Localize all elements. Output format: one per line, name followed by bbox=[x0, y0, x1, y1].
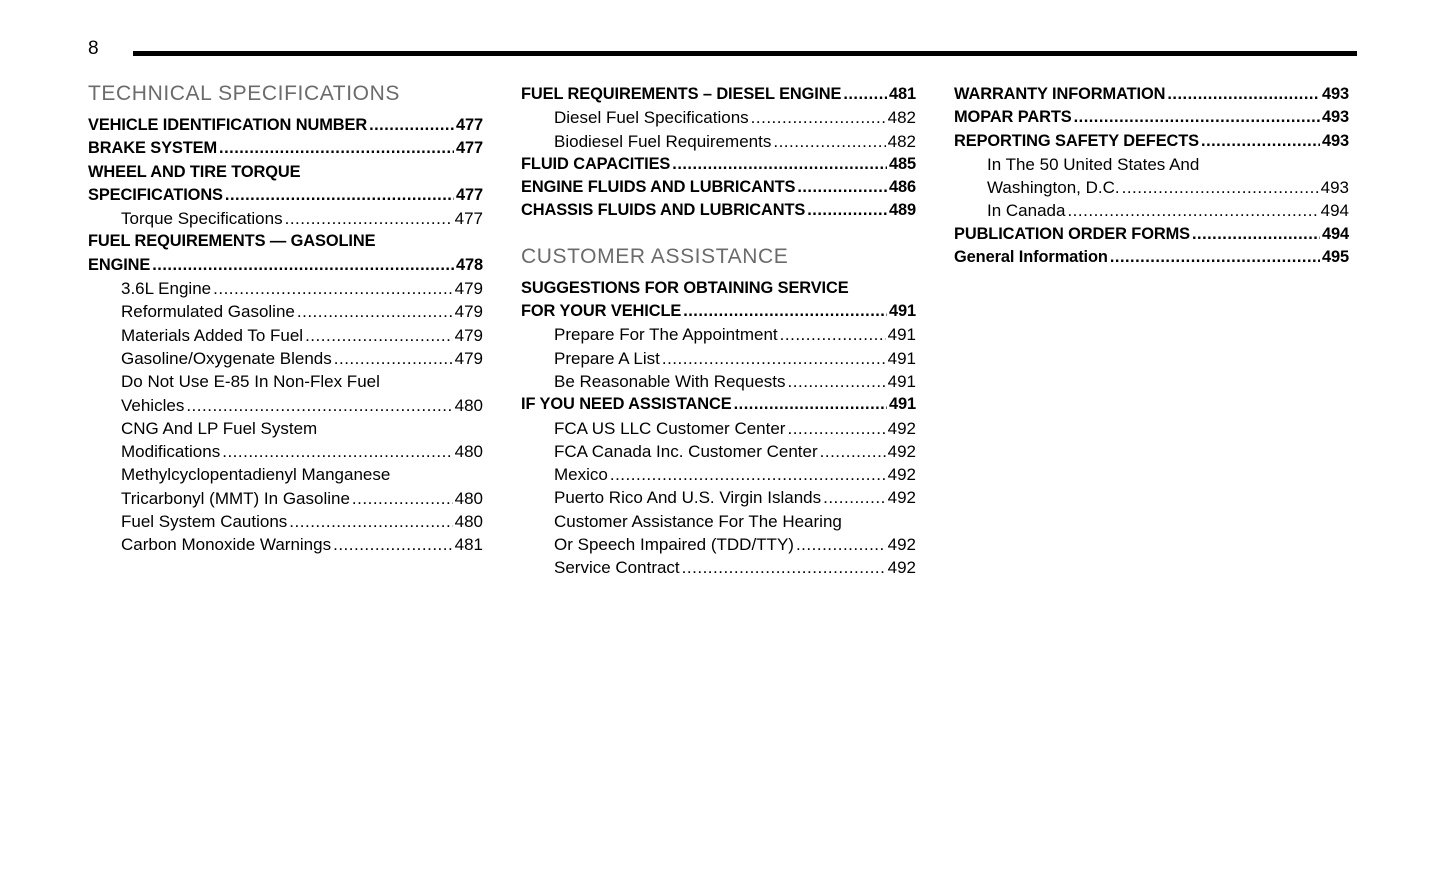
toc-entry-page: 492 bbox=[887, 418, 916, 438]
toc-entry-title: WARRANTY INFORMATION bbox=[954, 85, 1166, 103]
dot-leader bbox=[297, 300, 453, 323]
toc-entry-page: 479 bbox=[454, 279, 483, 299]
section-heading: CUSTOMER ASSISTANCE bbox=[521, 244, 789, 268]
section-heading: TECHNICAL SPECIFICATIONS bbox=[88, 82, 400, 105]
toc-entry-title: ENGINE FLUIDS AND LUBRICANTS bbox=[521, 178, 796, 197]
toc-entry-page: 492 bbox=[887, 488, 916, 508]
toc-entry[interactable] bbox=[521, 393, 916, 416]
toc-entry-page: 486 bbox=[888, 178, 916, 197]
dot-leader bbox=[662, 347, 886, 370]
toc-entry[interactable] bbox=[521, 510, 916, 557]
dot-leader bbox=[796, 533, 886, 556]
dot-leader bbox=[369, 114, 454, 137]
page-number: 8 bbox=[88, 38, 99, 59]
toc-entry-title: 3.6L Engine bbox=[121, 279, 212, 299]
toc-entry-title: Be Reasonable With Requests bbox=[554, 371, 786, 391]
toc-entry[interactable] bbox=[954, 199, 1349, 222]
toc-entry[interactable] bbox=[88, 277, 483, 300]
toc-entry-page: 477 bbox=[454, 209, 483, 229]
dot-leader bbox=[1122, 176, 1319, 199]
toc-entry-page: 477 bbox=[455, 139, 483, 158]
toc-entry-page: 491 bbox=[887, 325, 916, 345]
dot-leader bbox=[610, 463, 886, 486]
toc-entry-title: Reformulated Gasoline bbox=[121, 302, 295, 322]
toc-entry[interactable] bbox=[521, 347, 916, 370]
toc-entry[interactable] bbox=[88, 463, 483, 510]
toc-entry[interactable] bbox=[88, 347, 483, 370]
toc-entry-title: Materials Added To Fuel bbox=[121, 325, 304, 345]
dot-leader bbox=[734, 393, 887, 416]
toc-entry-title-line: WHEEL AND TIRE TORQUE bbox=[88, 162, 301, 181]
toc-entry-title-line: In The 50 United States And bbox=[987, 154, 1200, 174]
toc-entry-title: PUBLICATION ORDER FORMS bbox=[954, 224, 1190, 243]
dot-leader bbox=[352, 487, 453, 510]
toc-entry[interactable] bbox=[88, 207, 483, 230]
dot-leader bbox=[333, 533, 453, 556]
toc-entry[interactable] bbox=[88, 370, 483, 417]
toc-entry[interactable] bbox=[954, 106, 1349, 129]
toc-entry[interactable] bbox=[521, 153, 916, 176]
toc-entry-title: MOPAR PARTS bbox=[954, 108, 1072, 127]
toc-entry-page: 480 bbox=[454, 488, 483, 508]
dot-leader bbox=[788, 370, 886, 393]
toc-entry-title: Prepare A List bbox=[554, 348, 660, 368]
toc-entry-title: Biodiesel Fuel Requirements bbox=[554, 131, 772, 151]
dot-leader bbox=[225, 184, 454, 207]
toc-entry[interactable] bbox=[88, 300, 483, 323]
toc-entry-title: ENGINE bbox=[88, 255, 151, 274]
dot-leader bbox=[186, 394, 452, 417]
toc-entry-title-line: Customer Assistance For The Hearing bbox=[554, 511, 842, 531]
dot-leader bbox=[152, 254, 454, 277]
toc-entry-page: 480 bbox=[454, 512, 483, 532]
toc-entry-page: 481 bbox=[888, 85, 916, 103]
toc-entry[interactable] bbox=[521, 440, 916, 463]
toc-entry-page: 492 bbox=[887, 465, 916, 485]
toc-entry-page: 492 bbox=[887, 535, 916, 555]
toc-entry-title: Diesel Fuel Specifications bbox=[554, 108, 749, 128]
toc-entry[interactable] bbox=[88, 510, 483, 533]
toc-entry-page: 491 bbox=[888, 395, 916, 414]
dot-leader bbox=[773, 130, 885, 153]
dot-leader bbox=[843, 83, 887, 106]
toc-entry-title: Vehicles bbox=[121, 395, 185, 415]
toc-entry[interactable] bbox=[954, 223, 1349, 246]
toc-entry[interactable] bbox=[88, 324, 483, 347]
toc-entry-page: 482 bbox=[887, 131, 916, 151]
toc-entry[interactable] bbox=[954, 130, 1349, 153]
toc-entry[interactable] bbox=[88, 533, 483, 556]
toc-entry-title: In Canada bbox=[987, 201, 1066, 221]
dot-leader bbox=[787, 417, 885, 440]
toc-entry-title: FUEL REQUIREMENTS – DIESEL ENGINE bbox=[521, 85, 842, 103]
toc-column-3 bbox=[954, 80, 1349, 269]
toc-entry-page: 489 bbox=[888, 201, 916, 220]
toc-entry-title: Modifications bbox=[121, 442, 221, 462]
toc-entry-page: 491 bbox=[887, 371, 916, 391]
toc-entry-page: 480 bbox=[454, 395, 483, 415]
toc-entry-title-line: CNG And LP Fuel System bbox=[121, 418, 318, 438]
toc-entry-title-line: Methylcyclopentadienyl Manganese bbox=[121, 465, 391, 485]
header-rule bbox=[133, 51, 1357, 56]
dot-leader bbox=[1192, 223, 1320, 246]
dot-leader bbox=[1167, 83, 1320, 106]
toc-entry[interactable] bbox=[88, 417, 483, 464]
toc-entry[interactable] bbox=[954, 83, 1349, 106]
toc-entry-title: SPECIFICATIONS bbox=[88, 185, 223, 204]
toc-entry[interactable] bbox=[954, 153, 1349, 200]
toc-entry[interactable] bbox=[521, 199, 916, 222]
toc-entry-title-line: SUGGESTIONS FOR OBTAINING SERVICE bbox=[521, 278, 849, 297]
toc-entry-page: 477 bbox=[455, 116, 483, 134]
toc-entry-title: IF YOU NEED ASSISTANCE bbox=[521, 395, 732, 414]
toc-entry[interactable] bbox=[88, 161, 483, 208]
toc-entry-page: 482 bbox=[887, 108, 916, 128]
toc-entry-title: BRAKE SYSTEM bbox=[88, 139, 218, 158]
toc-entry-page: 478 bbox=[455, 255, 483, 274]
toc-entry-title: VEHICLE IDENTIFICATION NUMBER bbox=[88, 116, 368, 134]
dot-leader bbox=[751, 106, 886, 129]
toc-entry-page: 493 bbox=[1321, 131, 1349, 150]
toc-entry-title: General Information bbox=[954, 248, 1108, 267]
dot-leader bbox=[1074, 106, 1320, 129]
toc-entry-page: 492 bbox=[887, 558, 916, 578]
dot-leader bbox=[683, 300, 887, 323]
dot-leader bbox=[682, 556, 886, 579]
toc-entry-title: FOR YOUR VEHICLE bbox=[521, 302, 682, 321]
toc-entry-page: 485 bbox=[888, 154, 916, 173]
dot-leader bbox=[289, 510, 452, 533]
toc-entry-page: 491 bbox=[887, 348, 916, 368]
dot-leader bbox=[334, 347, 453, 370]
dot-leader bbox=[213, 277, 453, 300]
toc-entry-title: CHASSIS FLUIDS AND LUBRICANTS bbox=[521, 201, 806, 220]
toc-entry-title: Torque Specifications bbox=[121, 209, 283, 229]
toc-entry-page: 494 bbox=[1321, 224, 1349, 243]
toc-entry-page: 493 bbox=[1320, 178, 1349, 198]
toc-entry-page: 493 bbox=[1321, 108, 1349, 127]
toc-entry-title: Tricarbonyl (MMT) In Gasoline bbox=[121, 488, 350, 508]
dot-leader bbox=[285, 207, 453, 230]
toc-entry-title: FCA US LLC Customer Center bbox=[554, 418, 786, 438]
toc-entry-title: Fuel System Cautions bbox=[121, 512, 288, 532]
toc-column-2 bbox=[521, 80, 916, 580]
toc-entry[interactable] bbox=[88, 114, 483, 137]
toc-entry-title: Service Contract bbox=[554, 558, 680, 578]
dot-leader bbox=[823, 486, 886, 509]
toc-entry-title: Washington, D.C. bbox=[987, 178, 1120, 198]
toc-entry[interactable] bbox=[521, 370, 916, 393]
toc-entry-title: Carbon Monoxide Warnings bbox=[121, 535, 332, 555]
toc-entry-page: 494 bbox=[1320, 201, 1349, 221]
dot-leader bbox=[222, 440, 452, 463]
toc-entry[interactable] bbox=[521, 556, 916, 579]
toc-entry[interactable] bbox=[521, 463, 916, 486]
toc-entry-page: 495 bbox=[1321, 248, 1349, 267]
toc-entry-page: 479 bbox=[454, 325, 483, 345]
toc-entry[interactable] bbox=[88, 230, 483, 277]
toc-entry[interactable] bbox=[954, 246, 1349, 269]
dot-leader bbox=[820, 440, 886, 463]
toc-entry[interactable] bbox=[521, 106, 916, 129]
dot-leader bbox=[807, 199, 887, 222]
toc-entry-title-line: Do Not Use E-85 In Non-Flex Fuel bbox=[121, 372, 380, 392]
toc-entry-page: 491 bbox=[888, 302, 916, 321]
dot-leader bbox=[780, 323, 886, 346]
toc-entry[interactable] bbox=[521, 176, 916, 199]
toc-entry-title: Prepare For The Appointment bbox=[554, 325, 778, 345]
dot-leader bbox=[1110, 246, 1320, 269]
toc-entry-page: 480 bbox=[454, 442, 483, 462]
toc-entry[interactable] bbox=[88, 137, 483, 160]
toc-column-1 bbox=[88, 80, 483, 557]
dot-leader bbox=[1201, 130, 1320, 153]
toc-entry[interactable] bbox=[521, 486, 916, 509]
toc-entry-title: REPORTING SAFETY DEFECTS bbox=[954, 131, 1200, 150]
toc-entry[interactable] bbox=[521, 83, 916, 106]
toc-entry-page: 492 bbox=[887, 441, 916, 461]
dot-leader bbox=[797, 176, 887, 199]
toc-entry-page: 481 bbox=[454, 535, 483, 555]
toc-entry-title: FCA Canada Inc. Customer Center bbox=[554, 441, 818, 461]
dot-leader bbox=[672, 153, 887, 176]
toc-entry-title: Puerto Rico And U.S. Virgin Islands bbox=[554, 488, 822, 508]
toc-entry[interactable] bbox=[521, 277, 916, 324]
toc-entry-title: FLUID CAPACITIES bbox=[521, 154, 671, 173]
toc-entry-title: Or Speech Impaired (TDD/TTY) bbox=[554, 535, 794, 555]
dot-leader bbox=[305, 324, 453, 347]
toc-entry[interactable] bbox=[521, 417, 916, 440]
toc-entry[interactable] bbox=[521, 323, 916, 346]
dot-leader bbox=[1067, 199, 1318, 222]
toc-entry-title: Mexico bbox=[554, 465, 608, 485]
toc-entry-title: Gasoline/Oxygenate Blends bbox=[121, 348, 332, 368]
toc-entry[interactable] bbox=[521, 130, 916, 153]
toc-entry-page: 493 bbox=[1321, 85, 1349, 103]
toc-entry-page: 479 bbox=[454, 348, 483, 368]
toc-entry-page: 479 bbox=[454, 302, 483, 322]
toc-entry-title-line: FUEL REQUIREMENTS — GASOLINE bbox=[88, 232, 376, 251]
dot-leader bbox=[219, 137, 454, 160]
toc-entry-page: 477 bbox=[455, 185, 483, 204]
